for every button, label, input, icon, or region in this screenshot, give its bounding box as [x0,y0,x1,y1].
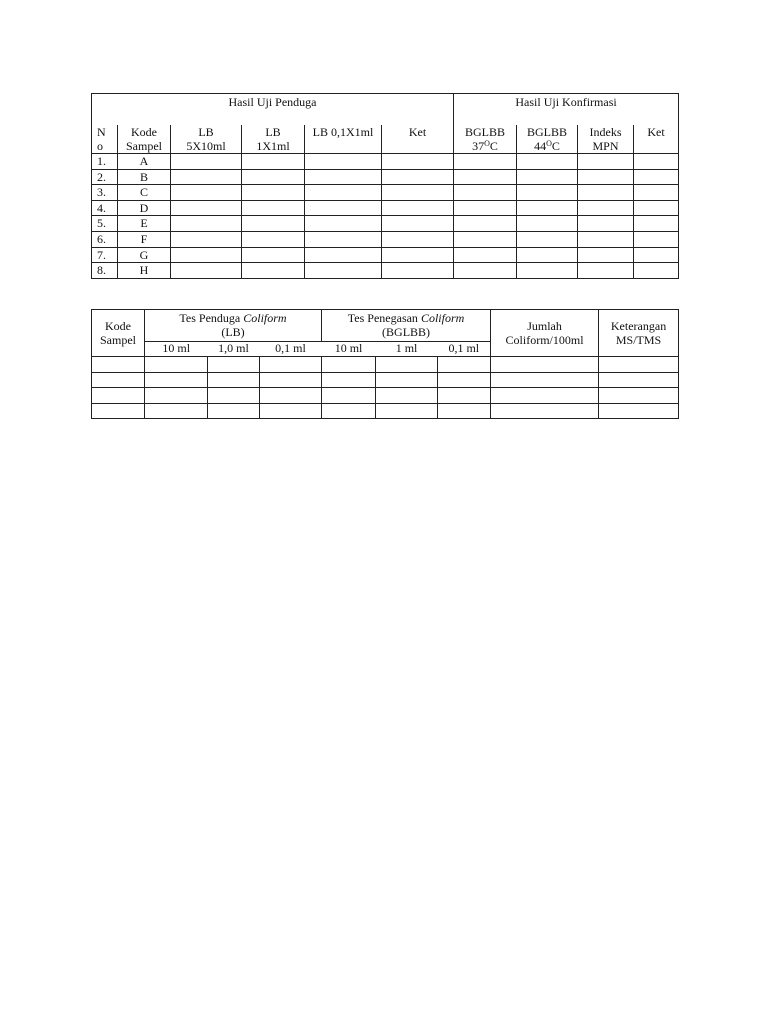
empty-cell [438,372,491,388]
table-row [92,403,679,419]
empty-cell [92,388,145,404]
col-bglbb1-temp: 37 [472,139,485,153]
empty-cell [382,263,454,279]
hasil-uji-table [91,93,679,279]
col-bglbb2-temp: 44 [534,139,547,153]
col-bglbb-37-header [454,125,517,154]
empty-cell [305,216,382,232]
col-no-line1: N [97,125,106,139]
keterangan-header [599,310,679,357]
empty-cell [382,216,454,232]
table-row [92,169,679,185]
empty-cell [599,357,679,373]
empty-cell [382,247,454,263]
empty-cell [517,247,578,263]
row-kode-sampel: A [118,154,171,170]
empty-cell [208,403,260,419]
col-indeks-line2: MPN [592,139,619,153]
col-bglbb1-degree: O [484,139,490,148]
row-number: 5. [92,216,118,232]
empty-cell [491,403,599,419]
col-kode-header [118,125,171,154]
empty-cell [454,247,517,263]
table-row [92,231,679,247]
row-number: 6. [92,231,118,247]
row-kode-sampel: E [118,216,171,232]
empty-cell [92,372,145,388]
empty-cell [92,403,145,419]
row-kode-sampel: H [118,263,171,279]
empty-cell [382,231,454,247]
table-row [92,263,679,279]
empty-cell [242,263,305,279]
empty-cell [634,247,679,263]
empty-cell [322,388,376,404]
empty-cell [171,231,242,247]
row-number: 8. [92,263,118,279]
keterangan-line2: MS/TMS [615,333,662,347]
col-bglbb1-line1: BGLBB [465,125,506,139]
keterangan-line1: Keterangan [610,319,667,333]
empty-cell [171,263,242,279]
empty-cell [242,216,305,232]
jumlah-line2: Coliform/100ml [505,333,584,347]
empty-cell [491,372,599,388]
empty-cell [454,200,517,216]
col-lb-01x1-header: LB 0,1X1ml [305,125,382,154]
empty-cell [578,263,634,279]
empty-cell [171,247,242,263]
empty-cell [305,263,382,279]
empty-cell [438,388,491,404]
empty-cell [145,357,208,373]
empty-cell [454,216,517,232]
empty-cell [305,154,382,170]
empty-cell [145,372,208,388]
row-number: 7. [92,247,118,263]
empty-cell [454,263,517,279]
tes-penduga-coliform-italic: Coliform [243,311,287,325]
empty-cell [305,231,382,247]
empty-cell [599,388,679,404]
col-lb2-line2: 1X1ml [256,139,290,153]
empty-cell [578,200,634,216]
jumlah-coliform-header [491,310,599,357]
row-number: 2. [92,169,118,185]
table-row [92,216,679,232]
empty-cell [260,388,322,404]
empty-cell [454,185,517,201]
col-lb-1x1-header [242,125,305,154]
table-row [92,372,679,388]
empty-cell [517,263,578,279]
empty-cell [599,372,679,388]
tes-penegasan-coliform-header [322,310,491,342]
empty-cell [578,169,634,185]
empty-cell [305,169,382,185]
sub-header-lb-sub-0: 10 ml [145,342,208,357]
hasil-uji-table-body [92,154,679,279]
empty-cell [634,200,679,216]
empty-cell [517,169,578,185]
empty-cell [376,372,438,388]
col-bglbb-44-header [517,125,578,154]
hasil-uji-konfirmasi-header: Hasil Uji Konfirmasi [454,94,679,126]
empty-cell [634,231,679,247]
col-lb-5x10-header [171,125,242,154]
empty-cell [305,247,382,263]
empty-cell [382,169,454,185]
empty-cell [382,200,454,216]
empty-cell [305,185,382,201]
empty-cell [376,388,438,404]
empty-cell [438,403,491,419]
empty-cell [242,247,305,263]
col-indeks-mpn-header [578,125,634,154]
col-bglbb1-unit: C [489,139,498,153]
col-ket1-header: Ket [382,125,454,154]
hasil-uji-penduga-header: Hasil Uji Penduga [92,94,454,126]
empty-cell [634,154,679,170]
empty-cell [578,185,634,201]
empty-cell [242,169,305,185]
row-kode-sampel: G [118,247,171,263]
empty-cell [517,231,578,247]
sub-header-bglbb-sub-0: 10 ml [322,342,376,357]
col-lb2-line1: LB [265,125,281,139]
row-number: 1. [92,154,118,170]
tes-coliform-table [91,309,679,419]
tes-penduga-lb: (LB) [221,325,245,339]
table-row [92,388,679,404]
empty-cell [171,169,242,185]
empty-cell [305,200,382,216]
empty-cell [145,388,208,404]
row-number: 3. [92,185,118,201]
col-kode-line1: Kode [131,125,157,139]
col-no-header [92,125,118,154]
table-row [92,185,679,201]
col-bglbb2-degree: O [546,139,552,148]
col-lb1-line1: LB [198,125,214,139]
empty-cell [578,247,634,263]
tes-penegasan-bglbb: (BGLBB) [382,325,431,339]
empty-cell [578,216,634,232]
empty-cell [599,403,679,419]
t2-kode-sampel-header [92,310,145,357]
empty-cell [242,185,305,201]
table-row [92,247,679,263]
sub-header-lb-sub-1: 1,0 ml [208,342,260,357]
empty-cell [322,403,376,419]
empty-cell [376,357,438,373]
empty-cell [454,169,517,185]
empty-cell [171,154,242,170]
t2-kode-line1: Kode [105,319,131,333]
empty-cell [578,154,634,170]
col-lb1-line2: 5X10ml [186,139,226,153]
col-no-line2: o [97,139,103,153]
empty-cell [438,357,491,373]
tes-penegasan-label: Tes Penegasan [347,311,421,325]
jumlah-line1: Jumlah [527,319,562,333]
col-ket2-header: Ket [634,125,679,154]
empty-cell [382,185,454,201]
empty-cell [208,372,260,388]
empty-cell [517,216,578,232]
empty-cell [322,372,376,388]
empty-cell [242,231,305,247]
empty-cell [634,263,679,279]
empty-cell [634,169,679,185]
empty-cell [171,185,242,201]
empty-cell [171,200,242,216]
empty-cell [634,216,679,232]
empty-cell [454,154,517,170]
empty-cell [208,388,260,404]
tes-penduga-coliform-header [145,310,322,342]
empty-cell [260,403,322,419]
row-kode-sampel: B [118,169,171,185]
table-row [92,200,679,216]
col-bglbb2-unit: C [551,139,560,153]
empty-cell [260,372,322,388]
empty-cell [454,231,517,247]
empty-cell [634,185,679,201]
t2-kode-line2: Sampel [100,333,136,347]
empty-cell [578,231,634,247]
empty-cell [92,357,145,373]
empty-cell [517,185,578,201]
tes-penegasan-coliform-italic: Coliform [420,311,465,325]
empty-cell [242,154,305,170]
empty-cell [382,154,454,170]
col-bglbb2-line1: BGLBB [527,125,568,139]
empty-cell [322,357,376,373]
row-number: 4. [92,200,118,216]
col-indeks-line1: Indeks [589,125,622,139]
row-kode-sampel: F [118,231,171,247]
tes-coliform-table-body [92,357,679,419]
empty-cell [517,154,578,170]
sub-header-lb-sub-2: 0,1 ml [260,342,322,357]
empty-cell [491,388,599,404]
empty-cell [242,200,305,216]
sub-header-bglbb-sub-2: 0,1 ml [438,342,491,357]
empty-cell [491,357,599,373]
empty-cell [171,216,242,232]
tes-penduga-label: Tes Penduga [179,311,244,325]
empty-cell [145,403,208,419]
table-row [92,357,679,373]
empty-cell [376,403,438,419]
sub-header-bglbb-sub-1: 1 ml [376,342,438,357]
empty-cell [260,357,322,373]
col-kode-line2: Sampel [126,139,162,153]
row-kode-sampel: D [118,200,171,216]
table-row [92,154,679,170]
empty-cell [517,200,578,216]
row-kode-sampel: C [118,185,171,201]
empty-cell [208,357,260,373]
